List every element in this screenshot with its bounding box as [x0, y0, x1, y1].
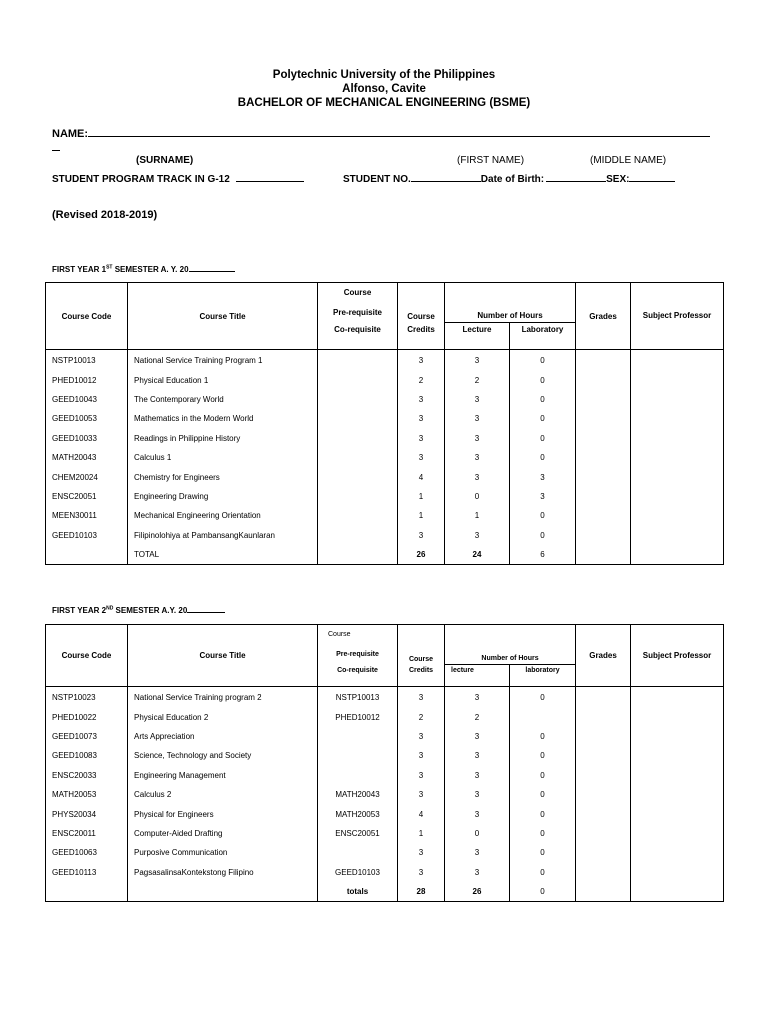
course-code-cell: GEED10103 — [46, 526, 128, 545]
student-no-label: STUDENT NO. — [343, 174, 411, 185]
name-overflow — [52, 140, 60, 154]
credits-cell: 3 — [398, 785, 445, 804]
total-pre-cell — [318, 545, 398, 564]
credits-cell: 3 — [398, 766, 445, 785]
course-code-cell: GEED10063 — [46, 843, 128, 862]
course-title-cell: Engineering Management — [128, 766, 318, 785]
course-code-cell: GEED10053 — [46, 409, 128, 428]
course-code-cell: MATH20053 — [46, 785, 128, 804]
grades-cell[interactable] — [576, 429, 631, 448]
prerequisite-cell — [318, 350, 398, 371]
course-title-cell: Mechanical Engineering Orientation — [128, 506, 318, 525]
course-row — [46, 467, 724, 486]
lecture-hours-cell: 3 — [445, 804, 510, 823]
sem1-h-title: Course Title — [128, 283, 318, 350]
surname-caption: (SURNAME) — [136, 155, 194, 166]
grades-cell[interactable] — [576, 526, 631, 545]
lab-hours-cell: 0 — [510, 390, 576, 409]
sex-field[interactable] — [629, 171, 675, 182]
course-row — [46, 785, 724, 804]
professor-cell[interactable] — [631, 350, 724, 371]
university-name: Polytechnic University of the Philippines — [272, 69, 496, 81]
total-lab-cell: 6 — [510, 545, 576, 564]
program-name: BACHELOR OF MECHANICAL ENGINEERING (BSME) — [237, 97, 531, 109]
prerequisite-cell — [318, 390, 398, 409]
total-grades-cell — [576, 882, 631, 901]
sem1-year-field[interactable] — [189, 263, 235, 272]
total-row — [46, 882, 724, 901]
first-name-caption: (FIRST NAME) — [457, 155, 525, 166]
sem1-title — [52, 263, 235, 274]
sem2-h-lab: laboratory — [510, 665, 576, 687]
prerequisite-cell: GEED10103 — [318, 863, 398, 882]
sem1-h-prereq: Pre-requisite — [318, 303, 398, 323]
sem1-h-course2: Course — [398, 283, 445, 323]
professor-cell[interactable] — [631, 371, 724, 390]
credits-cell: 3 — [398, 863, 445, 882]
grades-cell[interactable] — [576, 390, 631, 409]
credits-cell: 2 — [398, 371, 445, 390]
lecture-hours-cell: 3 — [445, 448, 510, 467]
lecture-hours-cell: 3 — [445, 785, 510, 804]
professor-cell[interactable] — [631, 785, 724, 804]
lecture-hours-cell: 0 — [445, 487, 510, 506]
lecture-hours-cell: 0 — [445, 824, 510, 843]
total-title-cell — [128, 882, 318, 901]
course-row — [46, 409, 724, 428]
prerequisite-cell — [318, 467, 398, 486]
course-row — [46, 487, 724, 506]
sem1-h-grades: Grades — [576, 283, 631, 350]
grades-cell[interactable] — [576, 687, 631, 708]
campus-name: Alfonso, Cavite — [342, 83, 426, 95]
grades-cell[interactable] — [576, 350, 631, 371]
student-info-row — [343, 171, 675, 185]
professor-cell[interactable] — [631, 409, 724, 428]
course-title-cell: Filipinolohiya at PambansangKaunlaran — [128, 526, 318, 545]
total-professor-cell — [631, 882, 724, 901]
total-lecture-cell: 26 — [445, 882, 510, 901]
course-title-cell: Purposive Communication — [128, 843, 318, 862]
course-code-cell: CHEM20024 — [46, 467, 128, 486]
sem1-table — [45, 282, 724, 565]
course-row — [46, 526, 724, 545]
total-code-cell — [46, 882, 128, 901]
professor-cell[interactable] — [631, 746, 724, 765]
credits-cell: 1 — [398, 487, 445, 506]
course-title-cell: Chemistry for Engineers — [128, 467, 318, 486]
professor-cell[interactable] — [631, 727, 724, 746]
lecture-hours-cell: 3 — [445, 746, 510, 765]
course-row — [46, 824, 724, 843]
grades-cell[interactable] — [576, 708, 631, 727]
track-row — [52, 171, 304, 185]
credits-cell: 3 — [398, 746, 445, 765]
grades-cell[interactable] — [576, 506, 631, 525]
course-title-cell: Arts Appreciation — [128, 727, 318, 746]
credits-cell: 3 — [398, 448, 445, 467]
lab-hours-cell: 0 — [510, 766, 576, 785]
credits-cell: 3 — [398, 350, 445, 371]
lecture-hours-cell: 2 — [445, 708, 510, 727]
grades-cell[interactable] — [576, 727, 631, 746]
prerequisite-cell — [318, 487, 398, 506]
professor-cell[interactable] — [631, 487, 724, 506]
course-row — [46, 804, 724, 823]
course-row — [46, 727, 724, 746]
sem2-h-prof: Subject Professor — [631, 625, 724, 687]
course-row — [46, 371, 724, 390]
course-code-cell: PHED10012 — [46, 371, 128, 390]
sem2-h-grades: Grades — [576, 625, 631, 687]
lab-hours-cell: 0 — [510, 687, 576, 708]
professor-cell[interactable] — [631, 429, 724, 448]
total-row — [46, 545, 724, 564]
credits-cell: 3 — [398, 390, 445, 409]
professor-cell[interactable] — [631, 448, 724, 467]
credits-cell: 1 — [398, 824, 445, 843]
total-professor-cell — [631, 545, 724, 564]
lecture-hours-cell: 3 — [445, 390, 510, 409]
course-code-cell: GEED10043 — [46, 390, 128, 409]
grades-cell[interactable] — [576, 487, 631, 506]
course-title-cell: Mathematics in the Modern World — [128, 409, 318, 428]
course-code-cell: GEED10083 — [46, 746, 128, 765]
grades-cell[interactable] — [576, 409, 631, 428]
professor-cell[interactable] — [631, 708, 724, 727]
name-label: NAME: — [52, 128, 89, 140]
course-row — [46, 448, 724, 467]
lecture-hours-cell: 3 — [445, 409, 510, 428]
lab-hours-cell: 0 — [510, 804, 576, 823]
credits-cell: 2 — [398, 708, 445, 727]
credits-cell: 1 — [398, 506, 445, 525]
total-credits-cell: 28 — [398, 882, 445, 901]
professor-cell[interactable] — [631, 506, 724, 525]
course-title-cell: Science, Technology and Society — [128, 746, 318, 765]
sem1-h-lecture: Lecture — [445, 323, 510, 350]
course-title-cell: National Service Training Program 1 — [128, 350, 318, 371]
student-no-field[interactable] — [411, 171, 481, 182]
credits-cell: 4 — [398, 804, 445, 823]
total-credits-cell: 26 — [398, 545, 445, 564]
credits-cell: 3 — [398, 687, 445, 708]
course-row — [46, 746, 724, 765]
middle-name-caption: (MIDDLE NAME) — [590, 155, 667, 166]
prerequisite-cell: ENSC20051 — [318, 824, 398, 843]
course-row — [46, 350, 724, 371]
total-grades-cell — [576, 545, 631, 564]
revised-note: (Revised 2018-2019) — [52, 209, 158, 221]
total-lecture-cell: 24 — [445, 545, 510, 564]
total-label-cell: TOTAL — [128, 545, 318, 564]
course-title-cell: Calculus 2 — [128, 785, 318, 804]
prerequisite-cell — [318, 409, 398, 428]
course-code-cell: NSTP10023 — [46, 687, 128, 708]
prerequisite-cell — [318, 766, 398, 785]
dob-field[interactable] — [546, 171, 606, 182]
dob-label: Date of Birth: — [480, 174, 545, 185]
total-code-cell — [46, 545, 128, 564]
grades-cell[interactable] — [576, 824, 631, 843]
sem2-h-code: Course Code — [46, 625, 128, 687]
sem2-title-a: FIRST YEAR 2 — [52, 606, 107, 615]
professor-cell[interactable] — [631, 804, 724, 823]
lab-hours-cell: 0 — [510, 429, 576, 448]
course-title-cell: Engineering Drawing — [128, 487, 318, 506]
credits-cell: 3 — [398, 843, 445, 862]
course-code-cell: GEED10033 — [46, 429, 128, 448]
lab-hours-cell: 3 — [510, 487, 576, 506]
sem2-title — [52, 604, 225, 615]
prerequisite-cell: PHED10012 — [318, 708, 398, 727]
lecture-hours-cell: 3 — [445, 687, 510, 708]
name-field[interactable] — [88, 126, 710, 137]
prerequisite-cell — [318, 843, 398, 862]
professor-cell[interactable] — [631, 863, 724, 882]
course-row — [46, 766, 724, 785]
course-code-cell: ENSC20011 — [46, 824, 128, 843]
course-row — [46, 390, 724, 409]
lecture-hours-cell: 3 — [445, 727, 510, 746]
lab-hours-cell: 0 — [510, 409, 576, 428]
professor-cell[interactable] — [631, 687, 724, 708]
credits-cell: 3 — [398, 526, 445, 545]
lecture-hours-cell: 3 — [445, 467, 510, 486]
course-code-cell: PHYS20034 — [46, 804, 128, 823]
prerequisite-cell — [318, 429, 398, 448]
grades-cell[interactable] — [576, 785, 631, 804]
prerequisite-cell — [318, 371, 398, 390]
grades-cell[interactable] — [576, 746, 631, 765]
course-code-cell: GEED10113 — [46, 863, 128, 882]
course-code-cell: GEED10073 — [46, 727, 128, 746]
lab-hours-cell: 0 — [510, 506, 576, 525]
lab-hours-cell: 0 — [510, 785, 576, 804]
prerequisite-cell: MATH20053 — [318, 804, 398, 823]
sem2-h-course2: Course — [398, 625, 445, 665]
lecture-hours-cell: 3 — [445, 766, 510, 785]
prerequisite-cell — [318, 506, 398, 525]
course-row — [46, 708, 724, 727]
lab-hours-cell: 0 — [510, 448, 576, 467]
professor-cell[interactable] — [631, 824, 724, 843]
lab-hours-cell: 0 — [510, 371, 576, 390]
course-code-cell: PHED10022 — [46, 708, 128, 727]
prerequisite-cell: MATH20043 — [318, 785, 398, 804]
course-title-cell: The Contemporary World — [128, 390, 318, 409]
lecture-hours-cell: 2 — [445, 371, 510, 390]
lab-hours-cell: 0 — [510, 824, 576, 843]
professor-cell[interactable] — [631, 766, 724, 785]
course-title-cell: National Service Training program 2 — [128, 687, 318, 708]
sem1-h-hours: Number of Hours — [445, 283, 576, 323]
lab-hours-cell: 0 — [510, 746, 576, 765]
sem2-table — [45, 624, 724, 902]
grades-cell[interactable] — [576, 804, 631, 823]
sem1-h-code: Course Code — [46, 283, 128, 350]
prerequisite-cell: NSTP10013 — [318, 687, 398, 708]
sem1-h-prof: Subject Professor — [631, 283, 724, 350]
course-row — [46, 506, 724, 525]
sex-label: SEX: — [606, 174, 630, 185]
sem1-h-credits: Credits — [398, 323, 445, 350]
lecture-hours-cell: 3 — [445, 526, 510, 545]
course-title-cell: Readings in Philippine History — [128, 429, 318, 448]
sem1-h-lab: Laboratory — [510, 323, 576, 350]
professor-cell[interactable] — [631, 390, 724, 409]
credits-cell: 3 — [398, 409, 445, 428]
course-title-cell: Physical for Engineers — [128, 804, 318, 823]
course-code-cell: ENSC20051 — [46, 487, 128, 506]
lab-hours-cell: 0 — [510, 350, 576, 371]
course-row — [46, 687, 724, 708]
lecture-hours-cell: 3 — [445, 843, 510, 862]
prerequisite-cell — [318, 448, 398, 467]
sem2-h-coreq: Co-requisite — [318, 665, 398, 687]
total-lab-cell: 0 — [510, 882, 576, 901]
lecture-hours-cell: 1 — [445, 506, 510, 525]
course-title-cell: Physical Education 2 — [128, 708, 318, 727]
grades-cell[interactable] — [576, 843, 631, 862]
prerequisite-cell — [318, 727, 398, 746]
total-label-cell: totals — [318, 882, 398, 901]
course-row — [46, 843, 724, 862]
professor-cell[interactable] — [631, 526, 724, 545]
sem2-title-sup: ND — [106, 605, 114, 612]
grades-cell[interactable] — [576, 467, 631, 486]
sem2-h-course: Course — [318, 625, 398, 645]
course-code-cell: MATH20043 — [46, 448, 128, 467]
sem2-title-b: SEMESTER A.Y. 20 — [113, 606, 188, 615]
track-label: STUDENT PROGRAM TRACK IN G-12 — [52, 174, 230, 185]
sem1-title-b: SEMESTER A. Y. 20 — [112, 265, 189, 274]
name-row — [52, 126, 710, 140]
professor-cell[interactable] — [631, 467, 724, 486]
course-title-cell: Calculus 1 — [128, 448, 318, 467]
credits-cell: 3 — [398, 429, 445, 448]
sem2-h-hours: Number of Hours — [445, 625, 576, 665]
course-title-cell: Physical Education 1 — [128, 371, 318, 390]
lab-hours-cell: 3 — [510, 467, 576, 486]
course-row — [46, 863, 724, 882]
lecture-hours-cell: 3 — [445, 863, 510, 882]
course-row — [46, 429, 724, 448]
lab-hours-cell: 0 — [510, 843, 576, 862]
grades-cell[interactable] — [576, 448, 631, 467]
course-title-cell: Computer-Aided Drafting — [128, 824, 318, 843]
grades-cell[interactable] — [576, 371, 631, 390]
track-field[interactable] — [236, 171, 304, 182]
sem1-h-course: Course — [318, 283, 398, 303]
professor-cell[interactable] — [631, 843, 724, 862]
sem1-title-a: FIRST YEAR 1 — [52, 265, 107, 274]
grades-cell[interactable] — [576, 766, 631, 785]
sem2-h-title: Course Title — [128, 625, 318, 687]
lab-hours-cell: 0 — [510, 727, 576, 746]
sem2-h-credits: Credits — [398, 665, 445, 687]
credits-cell: 4 — [398, 467, 445, 486]
lab-hours-cell: 0 — [510, 526, 576, 545]
lab-hours-cell — [510, 708, 576, 727]
prerequisite-cell — [318, 526, 398, 545]
grades-cell[interactable] — [576, 863, 631, 882]
course-code-cell: NSTP10013 — [46, 350, 128, 371]
sem2-h-lecture: lecture — [445, 665, 510, 687]
lecture-hours-cell: 3 — [445, 350, 510, 371]
course-title-cell: PagsasalinsaKontekstong Filipino — [128, 863, 318, 882]
prerequisite-cell — [318, 746, 398, 765]
course-code-cell: MEEN30011 — [46, 506, 128, 525]
course-code-cell: ENSC20033 — [46, 766, 128, 785]
lecture-hours-cell: 3 — [445, 429, 510, 448]
sem1-title-sup: ST — [106, 264, 113, 271]
lab-hours-cell: 0 — [510, 863, 576, 882]
sem2-h-prereq: Pre-requisite — [318, 645, 398, 665]
sem2-year-field[interactable] — [187, 604, 225, 613]
credits-cell: 3 — [398, 727, 445, 746]
sem1-h-coreq: Co-requisite — [318, 323, 398, 350]
